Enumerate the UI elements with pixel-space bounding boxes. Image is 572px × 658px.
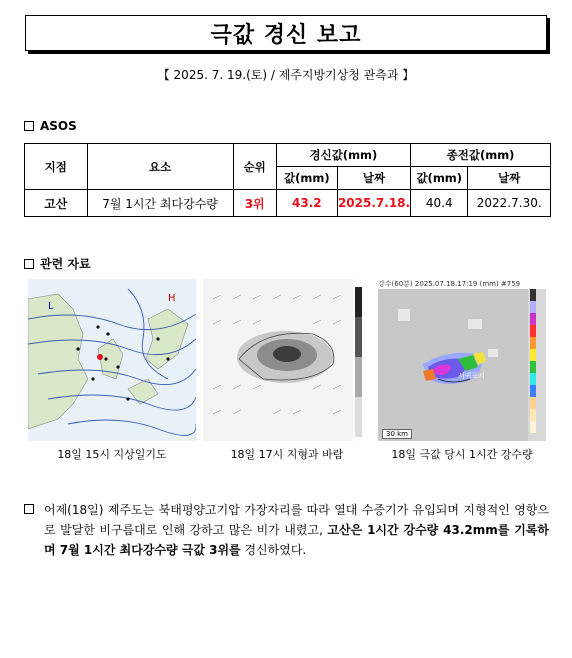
summary-text [44, 500, 549, 560]
radar-header: 강수(60분) 2025.07.18.17:19 (mm) #759 [378, 279, 546, 289]
asos-table [24, 143, 551, 217]
radar-rainfall-caption: 18일 극값 당시 1시간 강수량 [391, 448, 533, 461]
table-row [25, 190, 551, 217]
cell-prev-val: 40.4 [411, 190, 468, 217]
cell-station: 고산 [25, 190, 88, 217]
summary-part1: 어제(18일) 제주도는 북태평양고기압 가장자리를 따라 열대 수증기가 유입되며 지형적인 영향으로 발달한 비구름대로 인해 강하고 많은 비가 내렸고, [44, 503, 549, 537]
header-rank: 순위 [233, 144, 276, 190]
cell-rank: 3위 [233, 190, 276, 217]
terrain-wind-caption: 18일 17시 지형과 바람 [230, 448, 344, 461]
section-related [24, 255, 91, 272]
header-prev-date: 날짜 [468, 167, 551, 190]
header-element: 요소 [87, 144, 233, 190]
cell-element: 7월 1시간 최다강수량 [87, 190, 233, 217]
section-asos [24, 119, 77, 133]
surface-weather-chart-caption: 18일 15시 지상일기도 [57, 448, 167, 461]
summary-paragraph [24, 500, 549, 560]
svg-text:H: H [168, 293, 176, 304]
header-prev-val: 값(mm) [411, 167, 468, 190]
header-station: 지점 [25, 144, 88, 190]
report-subtitle: 【 2025. 7. 19.(토) / 제주지방기상청 관측과 】 [157, 68, 415, 82]
radar-rainfall-image [378, 279, 546, 441]
cell-new-val: 43.2 [276, 190, 337, 217]
surface-weather-chart-image [28, 279, 196, 441]
section-asos-label: ASOS [40, 119, 77, 133]
cell-prev-date: 2022.7.30. [468, 190, 551, 217]
summary-part2-bold: 고산은 1시간 강수량 43.2mm를 기록하며 7월 1시간 최다강수량 극값 3위를 [44, 523, 550, 557]
report-title: 극값 경신 보고 [25, 15, 547, 51]
header-new-val: 값(mm) [276, 167, 337, 190]
radar-city-label: 서귀포시 [458, 372, 486, 380]
checkbox-icon [24, 504, 34, 514]
cell-new-date: 2025.7.18. [337, 190, 410, 217]
header-new-value: 경신값(mm) [276, 144, 410, 167]
section-related-label: 관련 자료 [40, 257, 91, 271]
checkbox-icon [24, 259, 34, 269]
header-prev-value: 종전값(mm) [411, 144, 551, 167]
checkbox-icon [24, 121, 34, 131]
terrain-wind-image [203, 279, 371, 441]
header-new-date: 날짜 [337, 167, 410, 190]
radar-scale: 30 km [382, 429, 412, 439]
summary-part3: 경신하였다. [240, 543, 307, 557]
svg-text:L: L [48, 301, 54, 312]
